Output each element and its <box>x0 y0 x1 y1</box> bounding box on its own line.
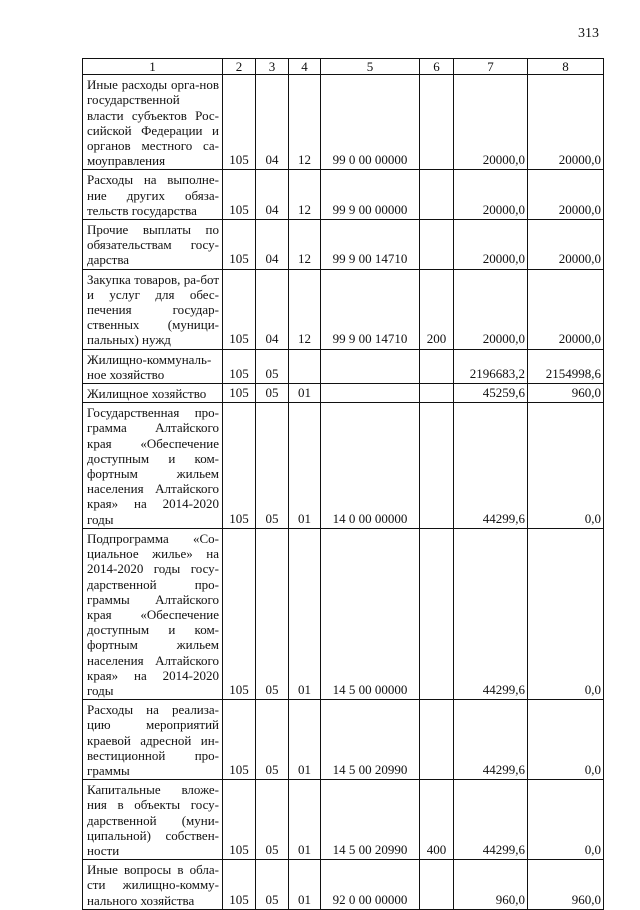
chapter-code-cell: 05 <box>256 403 289 529</box>
expense-type-cell <box>420 700 454 780</box>
budget-table <box>82 58 604 910</box>
amount-year-1-cell: 45259,6 <box>454 384 528 403</box>
amount-year-2-cell: 960,0 <box>528 860 604 910</box>
amount-year-2-cell: 0,0 <box>528 780 604 860</box>
amount-year-2-cell: 20000,0 <box>528 269 604 349</box>
section-code-cell: 105 <box>223 75 256 170</box>
row-name-cell: Жилищное хозяйство <box>83 384 223 403</box>
amount-year-1-cell: 2196683,2 <box>454 349 528 383</box>
section-code-cell: 105 <box>223 220 256 270</box>
subsection-code-cell: 12 <box>289 220 321 270</box>
column-header: 8 <box>528 59 604 75</box>
section-code-cell: 105 <box>223 780 256 860</box>
table-row <box>83 860 604 910</box>
table-row <box>83 528 604 699</box>
column-header: 4 <box>289 59 321 75</box>
column-header: 2 <box>223 59 256 75</box>
section-code-cell: 105 <box>223 860 256 910</box>
target-article-cell: 99 9 00 14710 <box>321 269 420 349</box>
section-code-cell: 105 <box>223 269 256 349</box>
target-article-cell: 14 5 00 20990 <box>321 700 420 780</box>
table-row <box>83 403 604 529</box>
row-name-cell: Расходы на выполне-ние других обяза-тельств государства <box>83 170 223 220</box>
expense-type-cell <box>420 349 454 383</box>
target-article-cell: 92 0 00 00000 <box>321 860 420 910</box>
subsection-code-cell: 01 <box>289 860 321 910</box>
target-article-cell: 99 9 00 00000 <box>321 170 420 220</box>
expense-type-cell <box>420 384 454 403</box>
expense-type-cell <box>420 403 454 529</box>
column-header: 5 <box>321 59 420 75</box>
expense-type-cell <box>420 860 454 910</box>
amount-year-2-cell: 20000,0 <box>528 75 604 170</box>
table-row <box>83 780 604 860</box>
chapter-code-cell: 04 <box>256 170 289 220</box>
row-name-cell: Прочие выплаты по обязательствам госу-дарства <box>83 220 223 270</box>
amount-year-2-cell: 0,0 <box>528 528 604 699</box>
amount-year-2-cell: 0,0 <box>528 700 604 780</box>
chapter-code-cell: 05 <box>256 780 289 860</box>
amount-year-2-cell: 960,0 <box>528 384 604 403</box>
table-row <box>83 170 604 220</box>
chapter-code-cell: 05 <box>256 528 289 699</box>
expense-type-cell <box>420 75 454 170</box>
column-header: 1 <box>83 59 223 75</box>
target-article-cell: 14 5 00 20990 <box>321 780 420 860</box>
row-name-cell: Иные вопросы в обла-сти жилищно-комму-нального хозяйства <box>83 860 223 910</box>
expense-type-cell <box>420 170 454 220</box>
section-code-cell: 105 <box>223 528 256 699</box>
row-name-cell: Капитальные вложе-ния в объекты госу-дарственной (муни-ципальной) собствен-ности <box>83 780 223 860</box>
chapter-code-cell: 05 <box>256 700 289 780</box>
chapter-code-cell: 05 <box>256 860 289 910</box>
target-article-cell: 14 5 00 00000 <box>321 528 420 699</box>
amount-year-1-cell: 20000,0 <box>454 170 528 220</box>
amount-year-2-cell: 2154998,6 <box>528 349 604 383</box>
expense-type-cell: 400 <box>420 780 454 860</box>
header-row <box>83 59 604 75</box>
target-article-cell: 99 0 00 00000 <box>321 75 420 170</box>
chapter-code-cell: 04 <box>256 75 289 170</box>
subsection-code-cell: 01 <box>289 403 321 529</box>
target-article-cell <box>321 384 420 403</box>
subsection-code-cell: 01 <box>289 528 321 699</box>
table-row <box>83 349 604 383</box>
amount-year-2-cell: 0,0 <box>528 403 604 529</box>
expense-type-cell <box>420 220 454 270</box>
column-header: 7 <box>454 59 528 75</box>
row-name-cell: Расходы на реализа-цию мероприятий краевой адресной ин-вестиционной про-граммы <box>83 700 223 780</box>
row-name-cell: Жилищно-коммуналь-ное хозяйство <box>83 349 223 383</box>
subsection-code-cell: 01 <box>289 780 321 860</box>
row-name-cell: Иные расходы орга-нов государственной власти субъектов Рос-сийской Федерации и органов местного са-моуправления <box>83 75 223 170</box>
amount-year-1-cell: 960,0 <box>454 860 528 910</box>
target-article-cell <box>321 349 420 383</box>
section-code-cell: 105 <box>223 349 256 383</box>
expense-type-cell <box>420 528 454 699</box>
amount-year-2-cell: 20000,0 <box>528 170 604 220</box>
table-row <box>83 220 604 270</box>
section-code-cell: 105 <box>223 170 256 220</box>
subsection-code-cell: 01 <box>289 384 321 403</box>
amount-year-1-cell: 20000,0 <box>454 75 528 170</box>
amount-year-2-cell: 20000,0 <box>528 220 604 270</box>
table-row <box>83 384 604 403</box>
column-header: 3 <box>256 59 289 75</box>
subsection-code-cell: 12 <box>289 170 321 220</box>
chapter-code-cell: 04 <box>256 269 289 349</box>
subsection-code-cell: 01 <box>289 700 321 780</box>
amount-year-1-cell: 44299,6 <box>454 700 528 780</box>
table-row <box>83 75 604 170</box>
row-name-cell: Подпрограмма «Со-циальное жилье» на 2014-2020 годы госу-дарственной про-граммы Алтайского края «Обеспечение доступным и ком-фортным жильем населения Алтайского края» на 2014-2020 годы <box>83 528 223 699</box>
chapter-code-cell: 05 <box>256 384 289 403</box>
amount-year-1-cell: 20000,0 <box>454 269 528 349</box>
row-name-cell: Государственная про-грамма Алтайского края «Обеспечение доступным и ком-фортным жильем населения Алтайского края» на 2014-2020 годы <box>83 403 223 529</box>
expense-type-cell: 200 <box>420 269 454 349</box>
amount-year-1-cell: 44299,6 <box>454 528 528 699</box>
subsection-code-cell <box>289 349 321 383</box>
amount-year-1-cell: 44299,6 <box>454 403 528 529</box>
page-number: 313 <box>578 26 599 41</box>
target-article-cell: 14 0 00 00000 <box>321 403 420 529</box>
amount-year-1-cell: 20000,0 <box>454 220 528 270</box>
row-name-cell: Закупка товаров, ра-бот и услуг для обес-печения государ-ственных (муници-пальных) нужд <box>83 269 223 349</box>
section-code-cell: 105 <box>223 700 256 780</box>
table-row <box>83 269 604 349</box>
chapter-code-cell: 05 <box>256 349 289 383</box>
subsection-code-cell: 12 <box>289 75 321 170</box>
subsection-code-cell: 12 <box>289 269 321 349</box>
amount-year-1-cell: 44299,6 <box>454 780 528 860</box>
table-row <box>83 700 604 780</box>
chapter-code-cell: 04 <box>256 220 289 270</box>
section-code-cell: 105 <box>223 403 256 529</box>
section-code-cell: 105 <box>223 384 256 403</box>
column-header: 6 <box>420 59 454 75</box>
target-article-cell: 99 9 00 14710 <box>321 220 420 270</box>
